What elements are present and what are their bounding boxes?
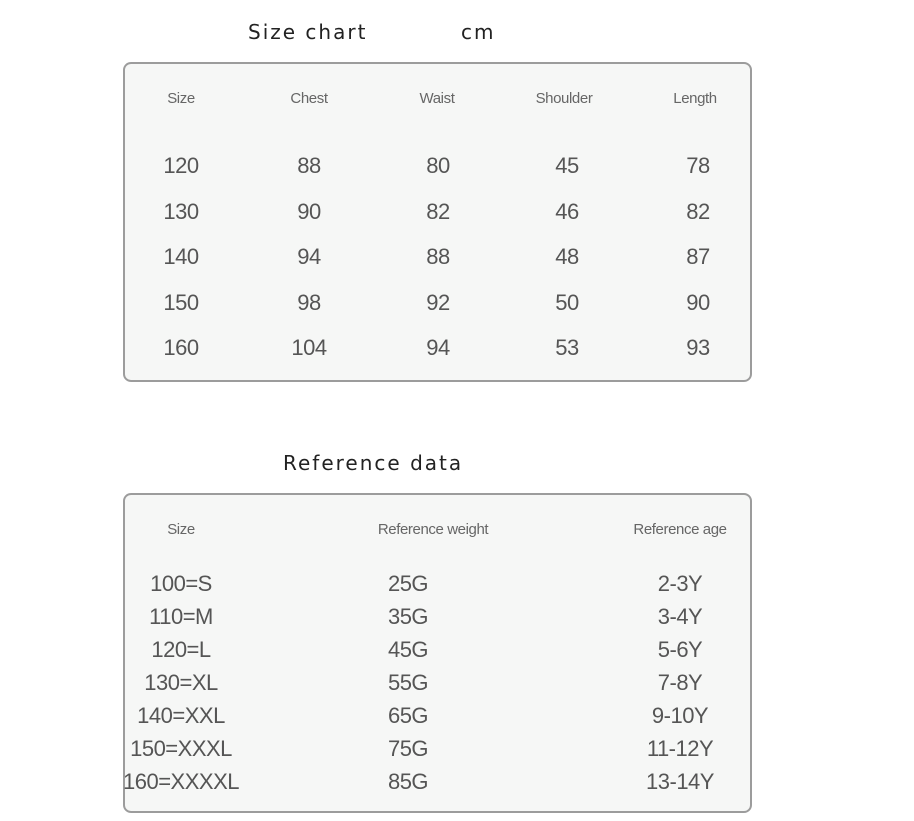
reference-data-table bbox=[123, 493, 752, 813]
reference-age-header: Reference age bbox=[633, 521, 727, 538]
table-cell: 35G bbox=[387, 604, 429, 629]
table-cell: 88 bbox=[426, 244, 450, 269]
table-cell: 2-3Y bbox=[657, 571, 703, 596]
table-cell: 92 bbox=[426, 290, 450, 315]
table-cell: 3-4Y bbox=[657, 604, 703, 629]
table-cell: 90 bbox=[686, 290, 710, 315]
table-cell: 46 bbox=[555, 199, 579, 224]
table-cell: 65G bbox=[387, 703, 429, 728]
reference-data-title: Reference data bbox=[283, 451, 464, 475]
table-cell: 94 bbox=[426, 335, 450, 360]
table-cell: 13-14Y bbox=[646, 769, 714, 794]
table-cell: 53 bbox=[555, 335, 579, 360]
table-cell: 87 bbox=[686, 244, 710, 269]
table-cell: 140 bbox=[163, 244, 199, 269]
table-cell: 82 bbox=[426, 199, 450, 224]
table-cell: 130=XL bbox=[144, 670, 218, 695]
table-cell: 11-12Y bbox=[646, 736, 714, 761]
size-chart-title: Size chart bbox=[248, 20, 368, 44]
table-cell: 88 bbox=[297, 153, 321, 178]
table-cell: 7-8Y bbox=[657, 670, 703, 695]
waist-header: Waist bbox=[419, 90, 455, 107]
table-cell: 98 bbox=[297, 290, 321, 315]
table-cell: 85G bbox=[387, 769, 429, 794]
table-cell: 104 bbox=[291, 335, 327, 360]
length-header: Length bbox=[673, 90, 717, 107]
table-cell: 75G bbox=[387, 736, 429, 761]
table-cell: 48 bbox=[555, 244, 579, 269]
table-cell: 78 bbox=[686, 153, 710, 178]
table-cell: 5-6Y bbox=[657, 637, 703, 662]
table-cell: 110=M bbox=[149, 604, 213, 629]
shoulder-header: Shoulder bbox=[535, 90, 593, 107]
size-header: Size bbox=[167, 90, 195, 107]
table-cell: 82 bbox=[686, 199, 710, 224]
table-cell: 150 bbox=[163, 290, 199, 315]
table-cell: 120=L bbox=[151, 637, 211, 662]
table-cell: 50 bbox=[555, 290, 579, 315]
table-cell: 150=XXXL bbox=[130, 736, 232, 761]
table-cell: 120 bbox=[163, 153, 199, 178]
table-cell: 160 bbox=[163, 335, 199, 360]
table-cell: 140=XXL bbox=[137, 703, 225, 728]
chest-header: Chest bbox=[290, 90, 328, 107]
table-cell: 45G bbox=[387, 637, 429, 662]
table-cell: 93 bbox=[686, 335, 710, 360]
table-cell: 55G bbox=[387, 670, 429, 695]
table-cell: 9-10Y bbox=[651, 703, 709, 728]
table-cell: 90 bbox=[297, 199, 321, 224]
reference-weight-header: Reference weight bbox=[377, 521, 489, 538]
table-cell: 160=XXXXL bbox=[123, 769, 239, 794]
table-cell: 25G bbox=[387, 571, 429, 596]
size-chart-unit: cm bbox=[461, 20, 496, 44]
size-chart-table bbox=[123, 62, 752, 382]
table-cell: 130 bbox=[163, 199, 199, 224]
table-cell: 100=S bbox=[150, 571, 212, 596]
table-cell: 94 bbox=[297, 244, 321, 269]
table-cell: 80 bbox=[426, 153, 450, 178]
size-header: Size bbox=[167, 521, 195, 538]
table-cell: 45 bbox=[555, 153, 579, 178]
